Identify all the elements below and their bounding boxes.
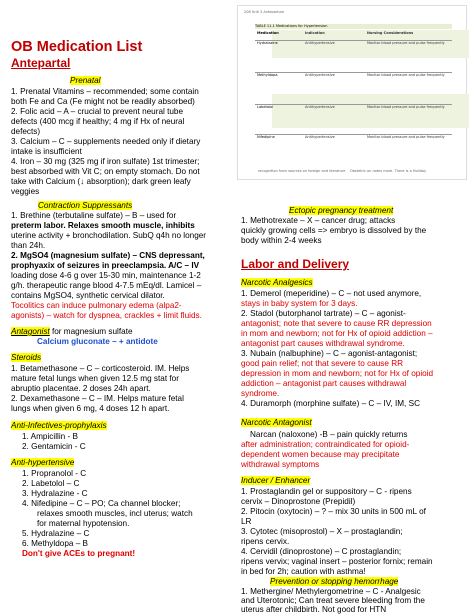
- text-line: veggies: [11, 187, 40, 196]
- antagonist-line: Calcium gluconate – + antidote: [37, 337, 158, 346]
- text-line: and Uterotonic; Can treat severe bleeding from the: [241, 596, 425, 605]
- text-line: stays in baby system for 3 days.: [241, 299, 358, 308]
- ace-warning: Don't give ACEs to pregnant!: [22, 549, 136, 558]
- text-line: syndrome.: [241, 389, 280, 398]
- text-line: ripens vervix; vaginal insert – posterior fornix; remain: [241, 557, 433, 566]
- text-line: cervix – Dinoprostone (Prepidil): [241, 497, 356, 506]
- inducer-label: Inducer / Enhancer: [241, 476, 311, 485]
- text-line: defects): [11, 127, 41, 136]
- inset-row: Methyldopa Antihypertensive Monitor blood pressure and pulse frequently: [255, 72, 452, 73]
- text-line: 1. Methotrexate – X – cancer drug; attacks: [241, 216, 396, 225]
- list-item: 2. Gentamicin - C: [22, 442, 86, 451]
- narcotic-antagonist-label: Narcotic Antagonist: [241, 418, 312, 427]
- labor-heading: Labor and Delivery: [241, 257, 350, 271]
- text-line: addiction – antagonist part causes withdrawal: [241, 379, 407, 388]
- text-line: 4. Duramorph (morphine sulfate) – C – IV, IM, SC: [241, 399, 420, 408]
- analgesics-label: Narcotic Analgesics: [241, 278, 313, 287]
- list-item: relaxes smooth muscles, incl uterus; watch: [37, 509, 193, 518]
- inset-table: [255, 30, 452, 166]
- inset-table-label: TABLE 11-1 Medications for Hypertension: [255, 24, 452, 29]
- warning-line: agonists) – watch for dyspnea, crackles + limit fluids.: [11, 311, 202, 320]
- text-line: 1. Prenatal Vitamins – recommended; some contain: [11, 87, 199, 96]
- text-line: 2. Pitocin (oxytocin) – ? – mix 30 units in 500 mL of: [241, 507, 426, 516]
- text-line: after administration; contraindicated for opioid-: [241, 440, 410, 449]
- steroids-label: Steroids: [11, 353, 42, 362]
- text-line: best absorbed with Vit C; on empty stomach. Do not: [11, 167, 200, 176]
- list-item: 6. Methyldopa – B: [22, 539, 88, 548]
- inset-row: Labetalol Antihypertensive Monitor blood pressure and pulse frequently: [255, 104, 452, 105]
- ectopic-label: Ectopic pregnancy treatment: [289, 206, 394, 215]
- inset-col-2: Indication: [305, 31, 325, 35]
- text-line: quickly growing cells => embryo is dissolved by the: [241, 226, 427, 235]
- text-line: g/h. therapeutic range blood 4-7.5 mEq/dl. Lamicel –: [11, 281, 202, 290]
- text-line: uterine activity + bronchodilation. SubQ q4h no longer: [11, 231, 207, 240]
- inset-page-header: 208 Unit 3 Antepartum: [244, 10, 285, 14]
- page-title: OB Medication List: [11, 39, 143, 55]
- text-line: in bed for 2h; caution with asthma!: [241, 567, 366, 576]
- text-line: than 24h.: [11, 241, 46, 250]
- text-line: prophyaxix of seizures in preeclampsia. A/C – IV: [11, 261, 200, 270]
- text-line: intake is insufficient: [11, 147, 82, 156]
- text-line: body within 2-4 weeks: [241, 236, 322, 245]
- hemorrhage-label: Prevention or stopping hemorrhage: [270, 577, 399, 586]
- list-item: 5. Hydralazine – C: [22, 529, 90, 538]
- text-line: withdrawal symptoms: [241, 460, 320, 469]
- text-line: 2. Dexamethasone – C – IM. Helps mature fetal: [11, 394, 184, 403]
- text-line: take with Calcium (↓ absorption); dark green leafy: [11, 177, 191, 186]
- inset-row: Nifedipine Antihypertensive Monitor blood pressure and pulse frequently: [255, 134, 452, 135]
- text-line: contains MgSO4, synthetic cervical dilator.: [11, 291, 165, 300]
- list-item: 4. Nifedipine – C – PO; Ca channel blocker;: [22, 499, 181, 508]
- inset-col-1: Medication: [257, 31, 279, 35]
- text-line: lungs when given 6 mg, 4 doses 12 h apart.: [11, 404, 170, 413]
- list-item: 1. Ampicillin - B: [22, 432, 78, 441]
- prenatal-label: Prenatal: [70, 76, 101, 85]
- text-line: 3. Nubain (nalbuphine) – C – agonist-antagonist;: [241, 349, 418, 358]
- antepartal-heading: Antepartal: [11, 56, 71, 70]
- inset-footer: recognition from sources on foreign and literature Obstetric on notes more. There is a Holiday: [258, 169, 427, 173]
- antihypertensive-label: Anti-hypertensive: [11, 458, 75, 467]
- text-line: 4. Iron – 30 mg (325 mg if iron sulfate) 1st trimester;: [11, 157, 200, 166]
- antagonist-label: Antagonist: [11, 327, 50, 336]
- text-line: 3. Calcium – C – supplements needed only if dietary: [11, 137, 201, 146]
- text-line: dependent women because may precipitate: [241, 450, 400, 459]
- inset-col-3: Nursing Considerations: [367, 31, 414, 35]
- text-line: 4. Cervidil (dinoprostone) – C prostaglandin;: [241, 547, 402, 556]
- text-line: preterm labor. Relaxes smooth muscle, inhibits: [11, 221, 195, 230]
- text-line: 2. Folic acid – A – crucial to prevent neural tube: [11, 107, 184, 116]
- text-line: both Fe and Ca (Fe might not be readily absorbed): [11, 97, 195, 106]
- text-line: 1. Methergine/ Methylergometrine – C - Analgesic: [241, 587, 421, 596]
- text-line: ripens cervix.: [241, 537, 290, 546]
- text-line: antagonist; note that severe to cause RR depression: [241, 319, 432, 328]
- list-item: 1. Propranolol - C: [22, 469, 87, 478]
- text-line: loading dose 4-6 g over 15-30 min, maintenance 1-2: [11, 271, 201, 280]
- warning-line: Tocolitics can induce pulmonary edema (alpa2-: [11, 301, 182, 310]
- text-line: Narcan (naloxone) -B – pain quickly returns: [250, 430, 408, 439]
- text-line: 1. Brethine (terbutaline sulfate) – B – used for: [11, 211, 177, 220]
- antiinfectives-label: Anti-Infectives-prophylaxis: [11, 421, 107, 430]
- text-line: uterus after childbirth. Not good for HTN: [241, 605, 387, 614]
- text-line: abruptio placentae. 2 doses 24h apart.: [11, 384, 151, 393]
- list-item: 2. Labetolol – C: [22, 479, 80, 488]
- text-line: good pain relief; not that severe to cause RR: [241, 359, 404, 368]
- text-line: depression in mom and newborn; not for Hx of opioid: [241, 369, 434, 378]
- text-line: 1. Betamethasone – C – corticosteroid. IM. Helps: [11, 364, 190, 373]
- text-line: 2. MgSO4 (magnesium sulfate) – CNS depressant,: [11, 251, 205, 260]
- text-line: 1. Prostaglandin gel or suppository – C - ripens: [241, 487, 412, 496]
- text-line: antagonist part causes withdrawal syndrome.: [241, 339, 405, 348]
- text-line: LR: [241, 517, 252, 526]
- text-line: in mom and newborn; not for Hx of opioid addiction –: [241, 329, 433, 338]
- list-item: for maternal hypotension.: [37, 519, 130, 528]
- text-line: 1. Demerol (meperidine) – C – not used anymore,: [241, 289, 422, 298]
- text-line: defects (400 mcg if healthy; 4 mg if Hx of neural: [11, 117, 185, 126]
- textbook-table-image: [237, 5, 467, 180]
- list-item: 3. Hydralazine - C: [22, 489, 88, 498]
- text-line: 3. Cytotec (misoprostol) – X – prostaglandin;: [241, 527, 403, 536]
- text-line: 2. Stadol (butorphanol tartrate) – C – agonist-: [241, 309, 406, 318]
- text-line: mature fetal lungs when given 12.5 mg stat for: [11, 374, 179, 383]
- inset-row: Hydralazine Antihypertensive Monitor blood pressure and pulse frequently: [255, 40, 452, 41]
- contraction-label: Contraction Suppressants: [38, 201, 133, 210]
